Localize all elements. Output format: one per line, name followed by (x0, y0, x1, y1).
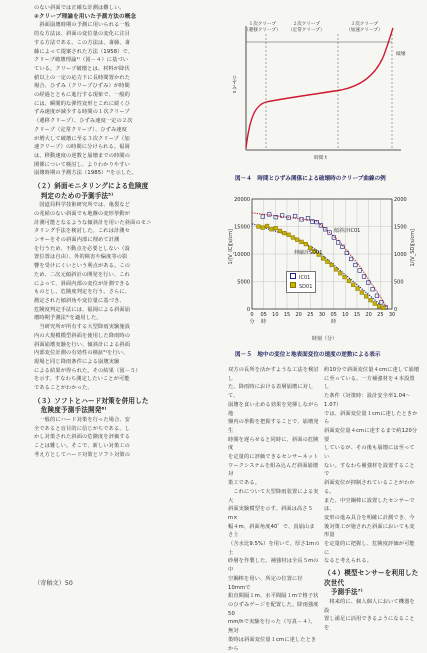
data-point-sd01 (270, 227, 274, 231)
paragraph-right-2: 約10分で斜面変位量４cmに達して崩壊 に至っている。一方補強材を４本設置し た条件（対策時：設計安全率1.04～1.07） では、斜面変位量１cmに達したときから 斜面変位量４cmに達するまで約120分要 しているが、その後も崩壊には至ってい ない。すなわち補強材を設置することで 斜面変位が抑制されていることがわかる。 また、中空鋼棒に設置したセンサーでは、 変形の進み具合を明確に計測でき、今 後対策工が施された斜面においても変形量 を定量的に把握し、危険度評価が可能に なると考えられる。 (324, 367, 420, 565)
y-tick-label-left: 10000 (234, 251, 250, 258)
data-point-sd01 (373, 302, 377, 306)
data-point-sd01 (287, 233, 291, 237)
x-tick-unit: 時 (261, 319, 267, 325)
data-point-sd01 (330, 263, 334, 267)
x-tick-label: 05 (330, 312, 337, 318)
data-point-ic01 (261, 215, 265, 219)
figure-4 (226, 20, 418, 170)
creep-curve-diagram (226, 20, 418, 170)
paragraph-right-1: 双方の長所を活かすような工法を検討し た。降雨時における表層崩壊に対して、 崩壊を食い止める効果を発揮しながら地 盤内の挙動を把握することで、崩壊発生 時間を遅らせると同時に、斜面の危険度 を定量的に評価できるセンサーネット ワークシステムを組み込んだ斜面崩壊対 策工である。 これについて大型降雨装置による実大 斜面実験模型を示す。斜面は高さ５m× 幅４m、斜面角度40゜で、真崩山まさ土 （含水比9.5%）を用いて、厚さ1mの土 砂層を作製した。補強材は全長５mの中 空鋼棒を用い、所定の位置に径10mmで 鉛直間隔１m、水平間隔１mで格子状 のひずみゲージを配置した。降雨強度50 mm/hで実験を行った（写真－４）。無対 策時は斜面変位量１cmに達したときから (228, 367, 320, 652)
data-point-sd01 (278, 229, 282, 233)
data-point-sd01 (360, 291, 364, 295)
data-point-ic01 (267, 213, 271, 217)
right-column-2 (324, 366, 420, 633)
data-point-ic01 (379, 301, 383, 305)
x-tick-label: 20 (365, 312, 372, 318)
data-point-sd01 (304, 242, 308, 246)
x-tick-label: 25 (377, 312, 384, 318)
y-tick-label-right: 1500 (394, 224, 407, 231)
y-tick-label-right: 1000 (394, 251, 407, 258)
legend-label-ic01: IC01 (299, 275, 311, 281)
data-point-sd01 (343, 275, 347, 279)
data-point-ic01 (358, 269, 362, 273)
section-heading-creep: ②クリープ理論を用いた予測方法の概念 (34, 13, 137, 20)
section-heading-next-gen: （４）模型センサーを利用した次世代 予測手法⁷⁾ (324, 569, 419, 597)
left-column (34, 4, 220, 459)
data-point-sd01 (283, 231, 287, 235)
creep-curve (246, 28, 393, 148)
data-point-ic01 (354, 263, 358, 267)
x-tick-label: 30 (388, 312, 396, 318)
x-tick-label: 05 (260, 312, 267, 318)
x-tick-label: 30 (318, 312, 326, 318)
x-axis-label: 時刻（分） (312, 336, 338, 342)
data-point-sd01 (339, 271, 343, 275)
legend-item-sd01 (290, 282, 312, 291)
annotation-sd01: 伸縮計SD01 (294, 250, 323, 256)
paragraph-creep: 斜面崩壊時期の予測に用いられる一般 的な方法は、斜面の変位量の変化に注目 する方法である。この方法は、斎藤、斎 藤によって提案された方法（1958）で、 クリープ破壊理論¹⁾（図－４）に基づい ている。クリープ破壊とは、材料が降伏 値以上の一定の応力下に長時間置かれた 場合、ひずみ（クリープひずみ）が時間 の経過とともに進行する現象で、一般的 には、瞬間的な弾性変形とこれに続くひ ずみ速度が減少する時間の１次クリープ （遷移クリープ）、ひずみ速度一定の２次 クリープ（定常クリープ）、ひずみ速度 が増大して破壊に至る３次クリープ（加 速クリープ）の時間に分けられる。福岡 は、移動速度の逆数と崩壊までの時間の 関係について検討し、よりわかりやすい 崩壊時期の予測方法（1985）⁴⁾を示した。 (34, 22, 137, 177)
data-point-ic01 (362, 275, 366, 279)
y-tick-label-right: 2000 (394, 196, 407, 203)
data-point-ic01 (293, 214, 297, 218)
figure-5 (228, 193, 420, 345)
label-secondary-creep: ２次クリープ （定常クリープ） (288, 22, 325, 33)
data-point-sd01 (326, 260, 330, 264)
paragraph-experiment: 当研究所が所有する大型降雨実験施設 内の大規模模型斜面を使用した降雨時の 斜面崩壊実験を行い、傾斜計による斜面 内部変位計測の有効性の検証⁶⁾を行い、 現場と同じ降雨条件による崩壊実験 による結果が得られた。その結果（図－５） を示す。すなわち測定したいことが可能 であることがわかった。 (34, 324, 141, 392)
data-point-sd01 (321, 257, 325, 261)
x-tick-unit: 時 (331, 319, 337, 325)
x-tick-label: 15 (283, 312, 291, 318)
label-failure: 破壊 (396, 52, 406, 57)
legend-marker-sd01 (290, 282, 296, 288)
y-axis-label-right: 1/(V_SD)[s/cm] (410, 229, 416, 267)
data-point-sd01 (356, 287, 360, 291)
figure-4-caption: 図－４ 時間とひずみ関係による破壊時のクリープ曲線の例 (235, 176, 386, 182)
y-tick-label-left: 15000 (234, 224, 250, 231)
x-tick-label: 0 (250, 312, 254, 318)
y-tick-label-left: 20000 (234, 196, 250, 203)
data-point-sd01 (261, 226, 265, 230)
figure-5-caption: 図－５ 地中の変位と地表面変位の速度の逆数による表示 (235, 352, 381, 358)
y-tick-label-left: 5000 (237, 279, 250, 286)
data-point-sd01 (347, 279, 351, 283)
data-point-sd01 (300, 240, 304, 244)
page-footer: （寄稿文）50 (34, 580, 73, 587)
axis-label-time: 時間 t (314, 156, 327, 161)
right-column (228, 366, 320, 653)
annotation-ic01: 傾斜計IC01 (334, 228, 361, 234)
x-tick-unit: 分 (249, 319, 255, 325)
paragraph-monitoring: 国道局科学技術研究所では、亀裂など の兆候のない斜面でも地盤の変形挙動が 計測可能となるような傾斜計を用いた斜面のモニ タリング手法を検討した。これは計測セ ンサーをその斜面内部に埋めて計測 を行うため、不動点を必要としない（設 置位置は自由）、外的障害や偏度等の影 響を受けにくいという利点がある。この ため、二次元傾斜計の開発を行い、これ によって、斜面内部の変位が計測できる ものとし、危険度判定を行う。さらに、 測定された傾斜角や変位量に基づき、 危険度判定手法には、福岡による斜面崩 壊時期予測法⁴⁾を適用した。 (34, 202, 152, 322)
x-tick-label: 15 (353, 312, 361, 318)
section-heading-monitoring: （２）斜面モニタリングによる危険度 判定のための予測手法⁵⁾ (34, 182, 149, 200)
legend-label-sd01: SD01 (299, 284, 313, 290)
y-tick-label-left: 0 (246, 306, 250, 313)
data-point-sd01 (265, 224, 269, 228)
data-point-sd01 (364, 295, 368, 299)
x-tick-label: 10 (272, 312, 279, 318)
x-tick-label: 10 (342, 312, 349, 318)
legend-marker-ic01 (290, 273, 296, 279)
axis-label-strain: ひずみ ε (231, 75, 236, 94)
data-point-ic01 (375, 294, 379, 298)
chart-legend (286, 271, 316, 293)
data-point-sd01 (369, 298, 373, 302)
paragraph: のない斜面では正確な計測は難しい。 (34, 5, 125, 11)
data-point-sd01 (351, 283, 355, 287)
data-point-sd01 (274, 226, 278, 230)
label-primary-creep: １次クリープ （遷移クリープ） (244, 22, 281, 33)
y-tick-label-right: 0 (394, 306, 398, 313)
y-tick-label-right: 500 (394, 279, 404, 286)
data-point-sd01 (377, 304, 381, 308)
y-axis-label-left: 1/(V_IC)[s/cm] (228, 229, 234, 265)
x-tick-label: 25 (307, 312, 314, 318)
paragraph-right-3: 将来的に、個人個人において機器を設 置し満足に活用できるようになることを (324, 598, 415, 632)
data-point-ic01 (349, 257, 353, 261)
data-point-sd01 (295, 238, 299, 242)
data-point-sd01 (334, 268, 338, 272)
section-heading-soft-hard: （３）ソフトとハード対策を併用した 危険度予測手法開発⁶⁾ (34, 396, 149, 415)
label-tertiary-creep: ３次クリープ （加速クリープ） (346, 22, 383, 33)
paragraph-soft-hard: 一般的にハード対策を行った場合、安 全であると盲目的に信じがちである。し かし対策された斜面の危険度を評価する ことは難しい。そこで、新しい対策工の 考え方としてハード対策とソフト対策の (34, 416, 131, 458)
x-tick-label: 20 (295, 312, 302, 318)
legend-item-ic01 (290, 273, 312, 282)
data-point-sd01 (257, 225, 261, 229)
data-point-sd01 (382, 306, 386, 310)
velocity-inverse-chart (228, 193, 420, 345)
data-point-sd01 (291, 236, 295, 240)
